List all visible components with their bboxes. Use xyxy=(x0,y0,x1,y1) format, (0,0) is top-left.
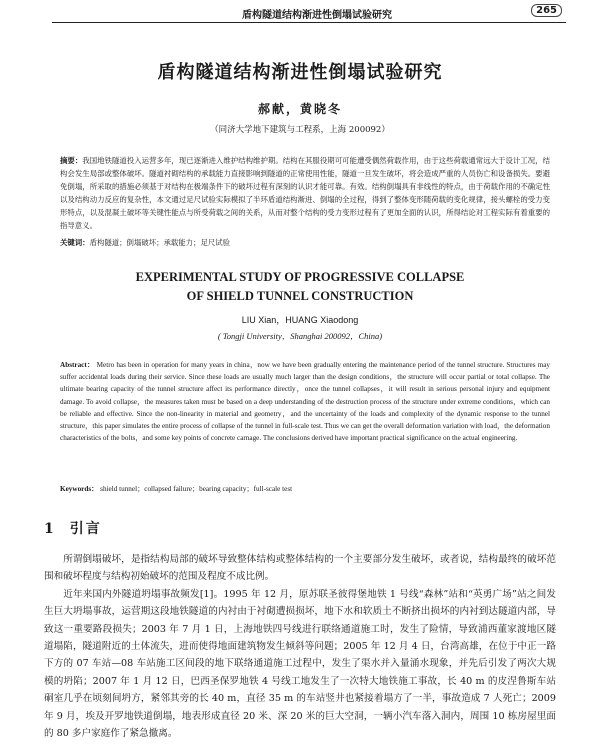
body-paragraph-2: 近年来国内外隧道坍塌事故频发[1]。1995 年 12 月，原苏联圣彼得堡地铁 1 号线“森林”站和“英勇广场”站之间发生巨大坍塌事故，运营期这段地铁隧道的内衬由于衬砌遭损损坏，地下水和软质土不断挤出损坏的内衬到达隧道内部，导致这一重要路段损失；2003 年 7 月 1 日，上海地铁四号线进行联络通道施工时，发生了险情，导致浦西董家渡地区隧道塌陷，隧道附近的土体流失，进而使得地面建筑物发生倾斜等问题；2005 年 12 月 4 日，台湾高雄，在位于中正一路下方的 07 车站—08 车站施工区间段的地下联络通道施工过程中，发生了渠水并入量涌水现象，并先后引发了两次大规模的坍陷；2007 年 1 月 12 日，巴西圣保罗地铁 4 号线工地发生了一次特大地铁施工事故，长 40 m 的皮涅鲁斯车站硐室几乎在顷刻间坍方，紧邻其旁的长 40 m，直径 35 m 的车站竖井也紧接着塌方了一半，事故造成 7 人死亡；2009 年 9 月，埃及开罗地铁道倒塌，地表形成直径 20 米、深 20 米的巨大空洞，一辆小汽车落入洞内，周围 10 栋房屋里面的 80 多户家庭作了紧急撤离。 xyxy=(44,588,556,740)
chinese-abstract-label: 摘要： xyxy=(60,156,83,165)
chinese-keywords-label: 关键词： xyxy=(60,238,90,247)
chinese-keywords-text: 盾构隧道；倒塌破坏；承载能力；足尺试验 xyxy=(89,238,231,247)
body-text xyxy=(44,551,556,742)
english-authors: LIU Xian，HUANG Xiaodong xyxy=(241,315,359,325)
english-abstract-label: Abstract： xyxy=(60,361,95,369)
body-paragraph-1: 所谓倒塌破坏，是指结构局部的破坏导致整体结构或整体结构的一个主要部分发生破坏，或者说，结构最终的破坏范围和破坏程度与结构初始破坏的范围及程度不成比例。 xyxy=(44,554,556,583)
section-number: 1 xyxy=(44,521,56,537)
english-keywords-text: shield tunnel；collapsed failure；bearing capacity；full-scale test xyxy=(100,485,293,493)
section-heading xyxy=(44,518,102,538)
chinese-abstract xyxy=(60,154,550,232)
english-title-line-2: OF SHIELD TUNNEL CONSTRUCTION xyxy=(186,289,414,303)
english-abstract-text: Metro has been in operation for many years in china，now we have been gradually entering the maintenance period of the tunnel structure. Structures may suffer accidental loads during their service. Since these loads are usually much larger than the design conditions，the structure will occur partial or total collapse. The ultimate bearing capacity of the tunnel structure affect its performance directly，once the tunnel collapses，it will result in serious personal injury and equipment damage. To avoid collapse，the measures taken must be based on a deep understanding of the destruction process of the structure under extreme conditions，which can be reliable and effective. Since the non-linearity in material and geometry，and the uncertainty of the loads and complexity of the dynamic response to the tunnel structure，this paper simulates the entire process of collapse of the tunnel in full-scale test. Thus we can get the overall deformation variation with load，the deformation characteristics of the bolts，and some key points of concrete carnage. The conclusions derived have important practical significance on the actual engineering. xyxy=(60,361,551,443)
section-title: 引言 xyxy=(69,521,102,537)
english-abstract xyxy=(60,359,550,444)
page-number: 265 xyxy=(531,4,562,17)
running-title: 盾构隧道结构渐进性倒塌试验研究 xyxy=(242,10,392,21)
english-keywords xyxy=(60,484,550,494)
english-affiliation: ( Tongji University，Shanghai 200092，China) xyxy=(217,331,383,341)
chinese-keywords xyxy=(60,237,550,249)
english-title-line-1: EXPERIMENTAL STUDY OF PROGRESSIVE COLLAPSE xyxy=(135,270,465,284)
chinese-affiliation: （同济大学地下建筑与工程系，上海 200092） xyxy=(210,125,390,135)
chinese-authors: 郝献，黄晓冬 xyxy=(257,102,342,116)
chinese-title: 盾构隧道结构渐进性倒塌试验研究 xyxy=(157,62,443,83)
english-title xyxy=(0,268,600,306)
chinese-abstract-text: 我国地铁隧道投入运营多年，现已逐渐进入维护结构维护期。结构在其服役期可可能遭受偶然荷载作用，由于这些荷载通常远大于设计工况，结构会发生局部或整体破坏。隧道衬砌结构的承载能力直接影响到隧道的正常使用性能，隧道一旦发生破坏，将会造成严重的人员伤亡和设备损失。要避免倒塌，所采取的措施必须基于对结构在极端条件下的破坏过程有深刻的认识才能可靠。有效。结构倒塌具有非线性的特点，由于荷载作用的不确定性以及结构动力反应的复杂性，本文通过足尺试验实际模拟了半环盾道结构渐进、倒塌的全过程，得到了整体变形随荷载的变化规律，接头螺栓的受力变形特点，以及混凝土破坏等关键性能点与所受荷载之间的关系，从而对整个结构的受力变形过程有了更加全面的认识，所得结论对工程实际有着重要的指导意义。 xyxy=(60,156,550,230)
english-keywords-label: Keywords： xyxy=(60,485,99,493)
running-header xyxy=(52,4,566,23)
